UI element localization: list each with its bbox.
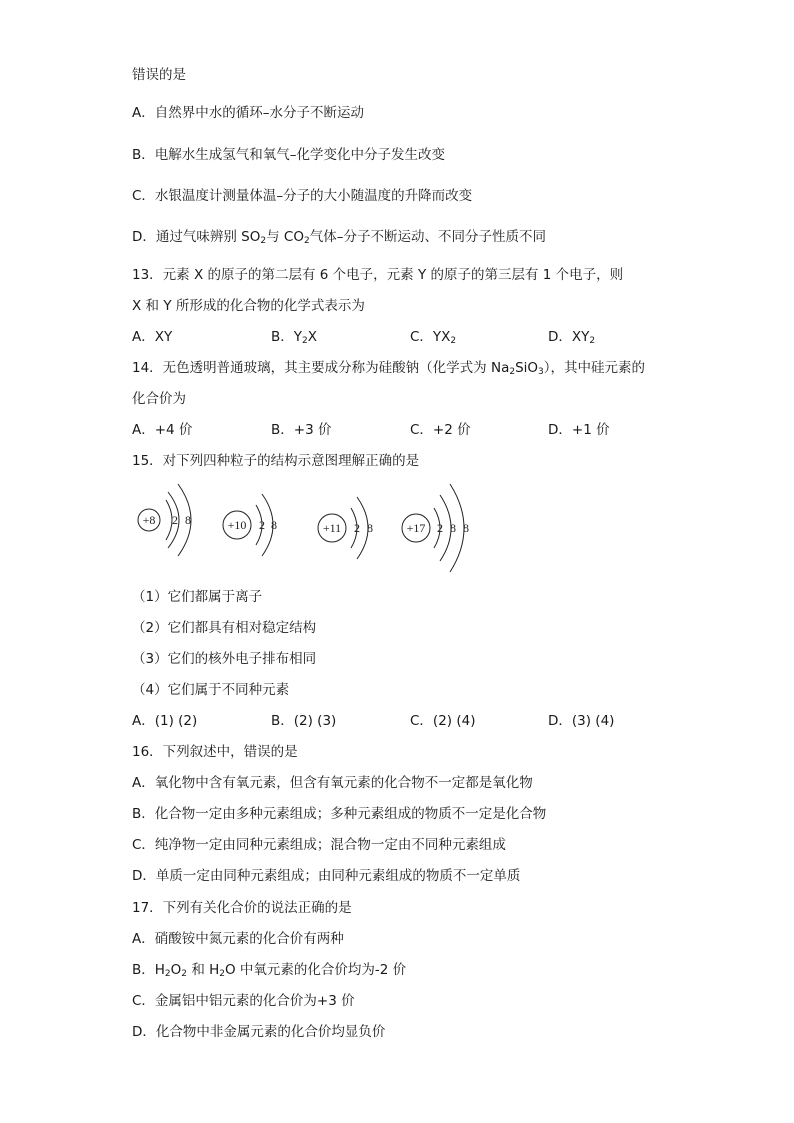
q13-option-b: B．$Y_2X$ [271, 329, 317, 346]
q15-statement-1: （1）它们都属于离子 [132, 589, 263, 605]
q13-option-a: A．XY [132, 329, 173, 345]
q12-option-c: C．水银温度计测量体温–分子的大小随温度的升降而改变 [132, 188, 473, 204]
q12-stem-tail: 错误的是 [132, 67, 186, 83]
q17-option-a: A．硝酸铵中氮元素的化合价有两种 [132, 931, 344, 947]
q14-option-b: B．+3 价 [271, 422, 332, 438]
atomic-structure-diagrams [132, 478, 492, 578]
q14-option-a: A．+4 价 [132, 422, 193, 438]
q15-option-d: D．(3) (4) [548, 713, 615, 729]
shell-electron-count: 2 [354, 521, 360, 535]
q15-statement-3: （3）它们的核外电子排布相同 [132, 651, 317, 667]
nucleus-charge: +11 [322, 521, 342, 535]
q15-statement-2: （2）它们都具有相对稳定结构 [132, 620, 317, 636]
q16-option-c: C．纯净物一定由同种元素组成；混合物一定由不同种元素组成 [132, 837, 506, 853]
q13-stem-line1: 13．元素 X 的原子的第二层有 6 个电子，元素 Y 的原子的第三层有 1 个电子，则 [132, 267, 624, 283]
q13-option-d: D．$XY_2$ [548, 329, 596, 346]
q15-statement-4: （4）它们属于不同种元素 [132, 682, 290, 698]
q14-stem-line2: 化合价为 [132, 391, 186, 407]
shell-electron-count: 2 [259, 518, 265, 532]
q15-option-c: C．(2) (4) [410, 713, 476, 729]
q16-option-a: A．氧化物中含有氧元素，但含有氧元素的化合物不一定都是氧化物 [132, 775, 533, 791]
shell-electron-count: 8 [271, 518, 277, 532]
q14-stem-line1: 14．无色透明普通玻璃，其主要成分称为硅酸钠（化学式为 $Na_2SiO_3$），其中硅元素的 [132, 360, 646, 377]
q15-option-a: A．(1) (2) [132, 713, 198, 729]
particle-diagram-2 [223, 494, 277, 556]
q13-option-c: C．$YX_2$ [410, 329, 457, 346]
q15-stem: 15．对下列四种粒子的结构示意图理解正确的是 [132, 453, 420, 469]
q12-option-b: B．电解水生成氢气和氧气–化学变化中分子发生改变 [132, 147, 446, 163]
q17-option-c: C．金属铝中铝元素的化合价为+3 价 [132, 993, 355, 1009]
q12-option-d: D．通过气味辨别 $SO_2$与 $CO_2$气体–分子不断运动、不同分子性质不同 [132, 229, 546, 246]
shell-electron-count: 2 [172, 513, 178, 527]
q14-option-d: D．+1 价 [548, 422, 610, 438]
shell-electron-count: 8 [185, 513, 191, 527]
q15-option-b: B．(2) (3) [271, 713, 337, 729]
particle-diagram-4 [402, 484, 469, 572]
q17-option-b: B．$H_2O_2$ 和 $H_2O$ 中氧元素的化合价均为-2 价 [132, 962, 407, 979]
q16-stem: 16．下列叙述中，错误的是 [132, 744, 298, 760]
q14-option-c: C．+2 价 [410, 422, 471, 438]
nucleus-charge: +17 [406, 521, 426, 535]
nucleus-charge: +10 [227, 518, 247, 532]
particle-diagram-3 [318, 497, 373, 559]
shell-electron-count: 2 [437, 521, 443, 535]
nucleus-charge: +8 [142, 513, 156, 527]
shell-electron-count: 8 [463, 521, 469, 535]
q17-option-d: D．化合物中非金属元素的化合价均显负价 [132, 1024, 386, 1040]
q17-stem: 17．下列有关化合价的说法正确的是 [132, 900, 352, 916]
q12-option-a: A．自然界中水的循环–水分子不断运动 [132, 105, 364, 121]
q16-option-d: D．单质一定由同种元素组成；由同种元素组成的物质不一定单质 [132, 868, 521, 884]
q16-option-b: B．化合物一定由多种元素组成；多种元素组成的物质不一定是化合物 [132, 806, 547, 822]
shell-electron-count: 8 [450, 521, 456, 535]
q13-stem-line2: X 和 Y 所形成的化合物的化学式表示为 [132, 298, 365, 314]
particle-diagram-1 [138, 484, 191, 556]
shell-electron-count: 8 [367, 521, 373, 535]
